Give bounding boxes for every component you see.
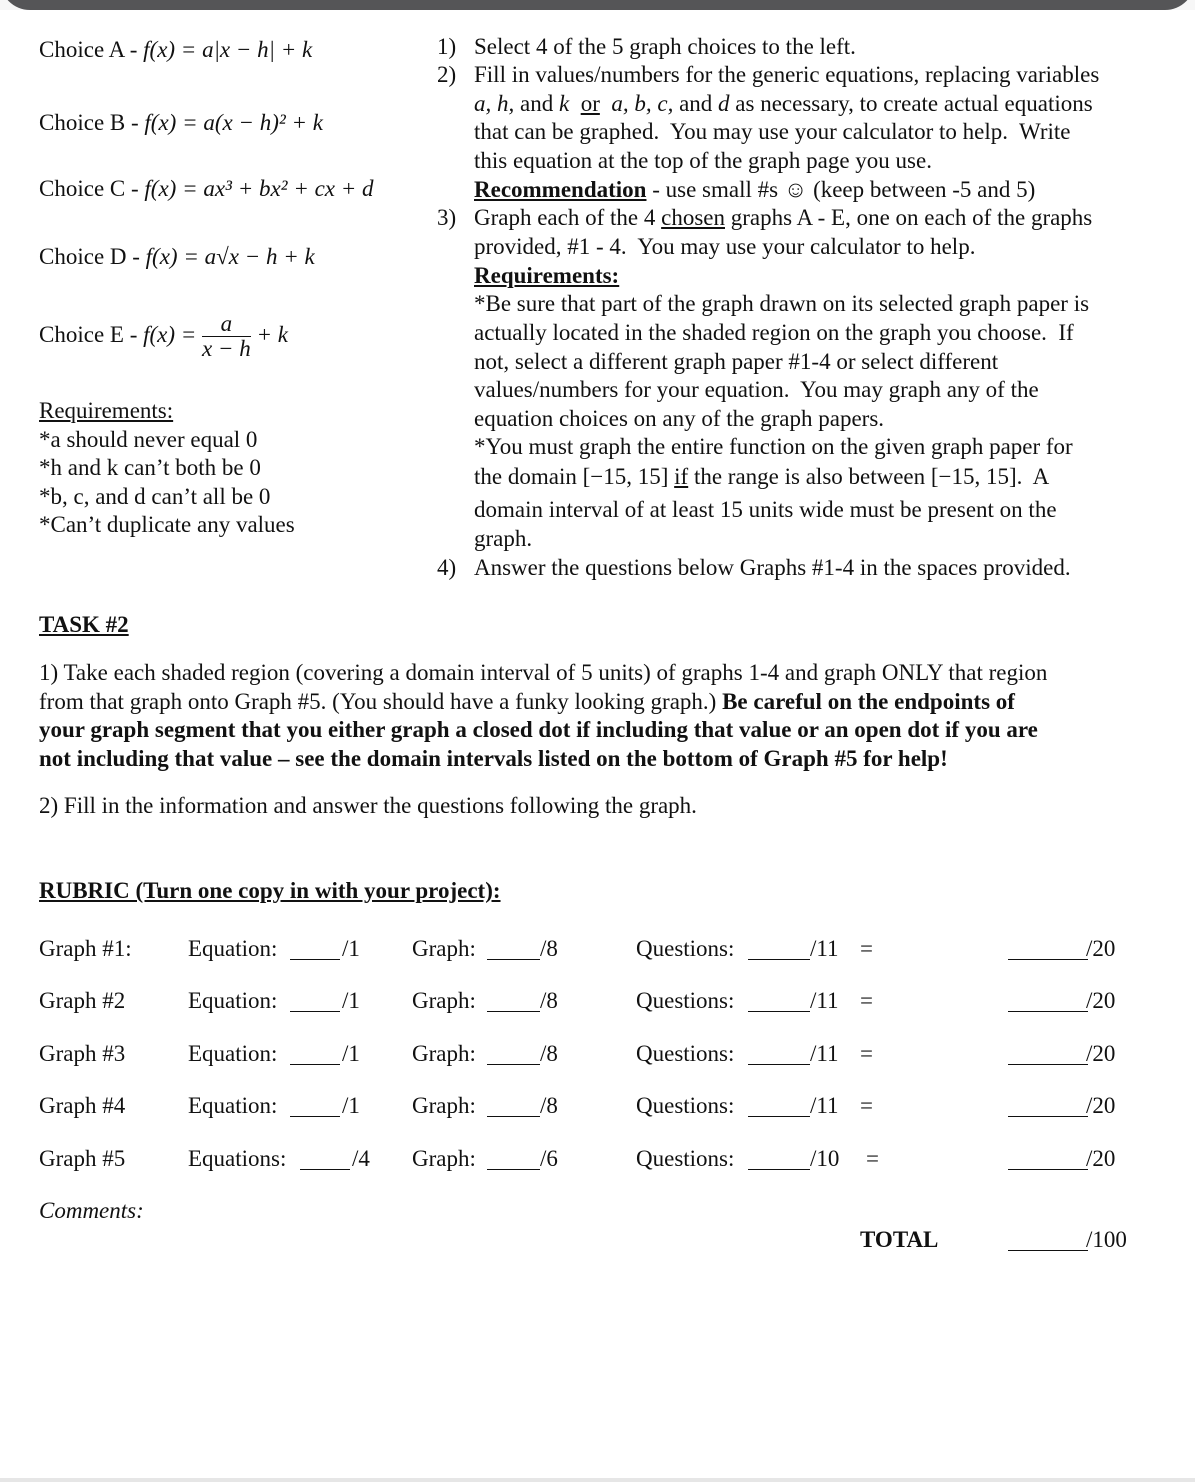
- comments-label: [39, 1197, 144, 1225]
- text-segment: not including that value – see the domain intervals listed on the bottom of Graph #5 for help!: [39, 746, 948, 771]
- score-blank[interactable]: [290, 1064, 340, 1065]
- equals-sign: [860, 935, 873, 963]
- equation-label: [188, 987, 277, 1015]
- task2-heading: [39, 611, 129, 639]
- label-text: Questions:: [636, 988, 735, 1013]
- text-segment: Be careful on the endpoints of: [722, 689, 1015, 714]
- text-segment: your graph segment that you either graph a closed dot if including that value or an open dot if you are: [39, 717, 1038, 742]
- instruction-number: [437, 554, 456, 582]
- text-segment: Graph each of the 4: [474, 205, 662, 230]
- graph-label: [412, 1092, 476, 1120]
- score-blank[interactable]: [748, 1064, 810, 1065]
- max-text: /11: [810, 936, 839, 961]
- equals-text: =: [860, 988, 873, 1013]
- label-text: Equation:: [188, 936, 278, 961]
- label-text: Graph #3: [39, 1041, 126, 1066]
- text-segment: the domain [−15, 15]: [474, 464, 675, 489]
- instruction-line: [474, 204, 1092, 232]
- max-text: /1: [342, 1093, 360, 1118]
- equation-max: [342, 935, 360, 963]
- equals-text: =: [866, 1146, 879, 1171]
- choice-label: Choice C -: [39, 176, 145, 201]
- instruction-line: [474, 319, 1074, 347]
- task2-line: [39, 716, 1038, 744]
- score-blank[interactable]: [290, 959, 340, 960]
- score-blank[interactable]: [1008, 1064, 1088, 1065]
- rubric-graph-label: [39, 1092, 125, 1120]
- total-max: [1086, 935, 1115, 963]
- numerator: a: [202, 312, 251, 337]
- label-text: Graph #2: [39, 988, 126, 1013]
- instruction-number: [437, 33, 456, 61]
- instruction-line: [474, 118, 1070, 146]
- rubric-graph-label: [39, 1040, 125, 1068]
- total-label: [860, 1226, 938, 1254]
- instruction-line: [474, 147, 932, 175]
- requirement-text: *b, c, and d can’t all be 0: [39, 484, 271, 509]
- text-segment: provided, #1 - 4. You may use your calculator to help.: [474, 234, 976, 259]
- score-blank[interactable]: [300, 1169, 350, 1170]
- rubric-graph-label: [39, 935, 132, 963]
- text-segment: [600, 91, 612, 116]
- choice-label: Choice A -: [39, 37, 144, 62]
- equals-sign: [860, 987, 873, 1015]
- rubric-graph-label: [39, 987, 125, 1015]
- questions-label: [636, 1092, 734, 1120]
- requirements-heading: [39, 397, 173, 425]
- requirement-text: *h and k can’t both be 0: [39, 455, 261, 480]
- requirement-item: [39, 511, 295, 539]
- label-text: Questions:: [636, 1093, 735, 1118]
- max-text: /20: [1086, 1093, 1116, 1118]
- instruction-line: [474, 233, 975, 261]
- label-text: Graph:: [412, 1146, 476, 1171]
- text-segment: *You must graph the entire function on the given graph paper for: [474, 434, 1073, 459]
- text-segment: k: [558, 91, 570, 116]
- graph-max: [540, 1092, 558, 1120]
- choice-c: [39, 175, 374, 203]
- text-segment: a, b, c,: [611, 91, 674, 116]
- instruction-line: [474, 405, 884, 433]
- task2-line: [39, 745, 948, 773]
- max-text: /11: [810, 1041, 839, 1066]
- choice-label: Choice B -: [39, 110, 145, 135]
- choice-b: [39, 109, 323, 137]
- instruction-line: [474, 262, 619, 290]
- heading-text: TASK #2: [39, 612, 129, 637]
- score-blank[interactable]: [748, 1011, 810, 1012]
- number-text: 3): [437, 205, 457, 230]
- score-blank[interactable]: [487, 959, 540, 960]
- text-segment: graph.: [474, 526, 533, 551]
- equation-label: [188, 935, 277, 963]
- text-segment: - use small #s ☺ (keep between -5 and 5): [646, 177, 1036, 202]
- score-blank[interactable]: [487, 1064, 540, 1065]
- formula-suffix: + k: [250, 322, 289, 347]
- graph-label: [412, 1040, 476, 1068]
- graph-max: [540, 935, 558, 963]
- max-text: /20: [1086, 988, 1116, 1013]
- max-text: /1: [342, 988, 360, 1013]
- heading-text: RUBRIC (Turn one copy in with your project):: [39, 878, 501, 903]
- graph-max: [540, 1145, 558, 1173]
- label-text: Equation:: [188, 1041, 278, 1066]
- label-text: Graph:: [412, 1041, 476, 1066]
- label-text: TOTAL: [860, 1227, 939, 1252]
- total-max: [1086, 1092, 1115, 1120]
- text-segment: and: [514, 91, 559, 116]
- questions-label: [636, 987, 734, 1015]
- max-text: /8: [540, 1041, 558, 1066]
- instruction-line: [474, 525, 532, 553]
- choice-e: [39, 310, 288, 361]
- max-text: /20: [1086, 936, 1116, 961]
- text-segment: 1) Take each shaded region (covering a domain interval of 5 units) of graphs 1-4 and graph ONLY that region: [39, 660, 1048, 685]
- bottom-divider: [0, 1478, 1195, 1482]
- score-blank[interactable]: [290, 1116, 340, 1117]
- questions-label: [636, 935, 734, 963]
- choice-a: [39, 36, 312, 64]
- text-segment: Answer the questions below Graphs #1-4 in the spaces provided.: [474, 555, 1071, 580]
- label-text: Graph #1:: [39, 936, 132, 961]
- equation-label: [188, 1145, 286, 1173]
- text-segment: this equation at the top of the graph page you use.: [474, 148, 932, 173]
- max-text: /100: [1086, 1227, 1127, 1252]
- equals-sign: [866, 1145, 879, 1173]
- instruction-number: [437, 61, 456, 89]
- equation-max: [342, 1040, 360, 1068]
- max-text: /20: [1086, 1041, 1116, 1066]
- choice-formula: f(x) = a(x − h)² + k: [144, 110, 324, 135]
- text-segment: or: [580, 91, 600, 116]
- task2-line: [39, 792, 697, 820]
- task2-line: [39, 688, 1015, 716]
- total-max: [1086, 987, 1115, 1015]
- max-text: /1: [342, 936, 360, 961]
- choice-label: Choice D -: [39, 244, 146, 269]
- questions-max: [810, 1092, 839, 1120]
- equals-sign: [860, 1040, 873, 1068]
- top-bar: [0, 0, 1195, 10]
- text-segment: as necessary, to create actual equations: [729, 91, 1093, 116]
- equation-max: [342, 987, 360, 1015]
- total-max: [1086, 1145, 1115, 1173]
- instruction-number: [437, 204, 456, 232]
- max-text: /1: [342, 1041, 360, 1066]
- max-text: /8: [540, 1093, 558, 1118]
- choice-formula: f(x) = a√x − h + k: [145, 244, 315, 269]
- formula-prefix: f(x) =: [143, 322, 203, 347]
- score-blank[interactable]: [487, 1011, 540, 1012]
- instruction-line: [474, 348, 998, 376]
- requirement-item: [39, 483, 270, 511]
- text-segment: a, h,: [474, 91, 515, 116]
- number-text: 1): [437, 34, 457, 59]
- task2-line: [39, 659, 1047, 687]
- instruction-line: [474, 496, 1057, 524]
- questions-label: [636, 1145, 734, 1173]
- graph-label: [412, 987, 476, 1015]
- rubric-graph-label: [39, 1145, 125, 1173]
- equals-text: =: [860, 1093, 873, 1118]
- label-text: Questions:: [636, 936, 735, 961]
- score-blank[interactable]: [290, 1011, 340, 1012]
- label-text: Graph #5: [39, 1146, 126, 1171]
- instruction-line: [474, 290, 1089, 318]
- text-segment: actually located in the shaded region on the graph you choose. If: [474, 320, 1074, 345]
- questions-max: [810, 935, 839, 963]
- instruction-line: [474, 376, 1039, 404]
- score-blank[interactable]: [1008, 1169, 1088, 1170]
- instruction-line: [474, 90, 1093, 118]
- text-segment: if: [674, 464, 689, 489]
- label-text: Graph:: [412, 936, 476, 961]
- equals-text: =: [860, 1041, 873, 1066]
- text-segment: Select 4 of the 5 graph choices to the left.: [474, 34, 856, 59]
- text-segment: *Be sure that part of the graph drawn on its selected graph paper is: [474, 291, 1090, 316]
- label-text: Equations:: [188, 1146, 287, 1171]
- label-text: Equation:: [188, 988, 278, 1013]
- text-segment: that can be graphed. You may use your calculator to help. Write: [474, 119, 1071, 144]
- instruction-line: [474, 61, 1099, 89]
- max-text: /8: [540, 988, 558, 1013]
- score-blank[interactable]: [487, 1116, 540, 1117]
- equals-sign: [860, 1092, 873, 1120]
- choice-formula: f(x) = ax³ + bx² + cx + d: [144, 176, 374, 201]
- text-segment: values/numbers for your equation. You may graph any of the: [474, 377, 1039, 402]
- fraction: [202, 312, 251, 361]
- instruction-line: [474, 554, 1071, 582]
- score-blank[interactable]: [1008, 959, 1088, 960]
- graph-max: [540, 987, 558, 1015]
- questions-max: [810, 987, 839, 1015]
- text-segment: [569, 91, 581, 116]
- questions-max: [810, 1145, 839, 1173]
- requirement-item: [39, 426, 257, 454]
- total-max: [1086, 1040, 1115, 1068]
- choice-d: [39, 243, 315, 271]
- label-text: Graph:: [412, 988, 476, 1013]
- score-blank[interactable]: [1008, 1011, 1088, 1012]
- max-text: /11: [810, 1093, 839, 1118]
- text-segment: domain interval of at least 15 units wide must be present on the: [474, 497, 1057, 522]
- requirement-item: [39, 454, 261, 482]
- label-text: Graph:: [412, 1093, 476, 1118]
- equation-label: [188, 1092, 277, 1120]
- score-blank[interactable]: [1008, 1116, 1088, 1117]
- graph-label: [412, 935, 476, 963]
- max-text: /4: [352, 1146, 370, 1171]
- text-segment: equation choices on any of the graph papers.: [474, 406, 885, 431]
- text-segment: Recommendation: [474, 177, 647, 202]
- label-text: Equation:: [188, 1093, 278, 1118]
- score-blank[interactable]: [487, 1169, 540, 1170]
- max-text: /6: [540, 1146, 558, 1171]
- equation-max: [342, 1092, 360, 1120]
- instruction-line: [474, 33, 856, 61]
- label-text: Graph #4: [39, 1093, 126, 1118]
- score-blank[interactable]: [748, 1116, 810, 1117]
- text-segment: from that graph onto Graph #5. (You should have a funky looking graph.): [39, 689, 723, 714]
- label-text: Questions:: [636, 1146, 735, 1171]
- text-segment: 2) Fill in the information and answer the questions following the graph.: [39, 793, 697, 818]
- label-text: Questions:: [636, 1041, 735, 1066]
- graph-max: [540, 1040, 558, 1068]
- heading-text: Requirements:: [39, 398, 174, 423]
- equation-label: [188, 1040, 277, 1068]
- text-segment: graphs A - E, one on each of the graphs: [725, 205, 1093, 230]
- number-text: 2): [437, 62, 457, 87]
- text-segment: not, select a different graph paper #1-4 or select different: [474, 349, 999, 374]
- choice-label: Choice E -: [39, 322, 144, 347]
- text-segment: the range is also between [−15, 15]. A: [688, 464, 1050, 489]
- score-blank[interactable]: [748, 1169, 810, 1170]
- instruction-line: [474, 433, 1073, 461]
- equals-text: =: [860, 936, 873, 961]
- rubric-heading: [39, 877, 501, 905]
- text-segment: d: [718, 91, 730, 116]
- instruction-line: [474, 176, 1035, 204]
- max-text: /10: [810, 1146, 840, 1171]
- graph-label: [412, 1145, 476, 1173]
- grand-total-max: [1086, 1226, 1127, 1254]
- text-segment: Fill in values/numbers for the generic equations, replacing variables: [474, 62, 1100, 87]
- text-segment: Requirements:: [474, 263, 620, 288]
- text-segment: and: [673, 91, 719, 116]
- choice-formula: f(x) = a|x − h| + k: [143, 37, 313, 62]
- max-text: /8: [540, 936, 558, 961]
- number-text: 4): [437, 555, 457, 580]
- text-segment: chosen: [661, 205, 725, 230]
- document-page: [0, 10, 1195, 1480]
- questions-label: [636, 1040, 734, 1068]
- score-blank[interactable]: [748, 959, 810, 960]
- requirement-text: *a should never equal 0: [39, 427, 258, 452]
- requirement-text: *Can’t duplicate any values: [39, 512, 295, 537]
- label-text: Comments:: [39, 1198, 144, 1223]
- equation-max: [352, 1145, 370, 1173]
- max-text: /20: [1086, 1146, 1116, 1171]
- questions-max: [810, 1040, 839, 1068]
- denominator: x − h: [202, 336, 251, 362]
- score-blank[interactable]: [1008, 1250, 1088, 1251]
- max-text: /11: [810, 988, 839, 1013]
- instruction-line: [474, 463, 1049, 491]
